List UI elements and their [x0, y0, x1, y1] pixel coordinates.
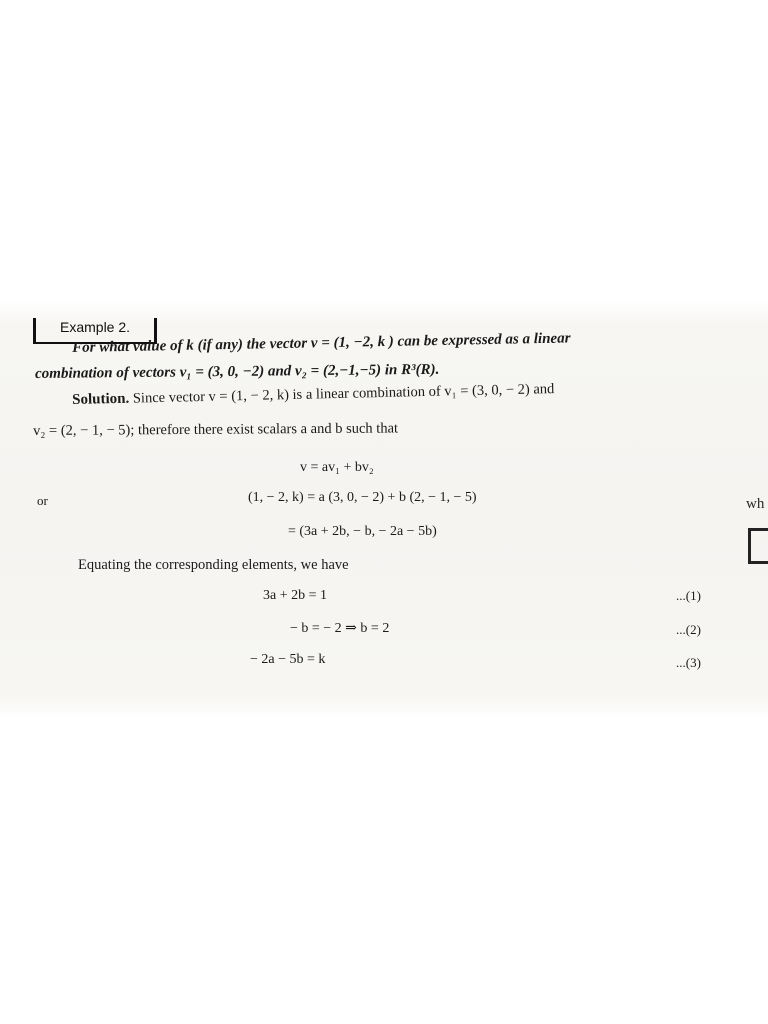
margin-text-fragment: wh: [746, 496, 765, 512]
problem-statement-line-1: For what value of k (if any) the vector v = (1, −2, k ) can be expressed as a linear: [72, 330, 571, 356]
solution-line-1-text: Since vector v = (1, − 2, k) is a linear combination of v₁ = (3, 0, − 2) and: [129, 381, 555, 407]
system-equation-3: − 2a − 5b = k: [250, 652, 326, 667]
equating-intro-text: Equating the corresponding elements, we have: [78, 557, 349, 573]
equation-number-2: ...(2): [676, 622, 701, 637]
label-or: or: [37, 493, 48, 508]
solution-line-2: v₂ = (2, − 1, − 5); therefore there exist scalars a and b such that: [33, 420, 399, 439]
equation-number-1: ...(1): [676, 588, 701, 603]
margin-box-fragment: [748, 528, 768, 564]
example-title: Example 2.: [60, 319, 131, 335]
system-equation-2: − b = − 2 ⇒ b = 2: [290, 621, 390, 636]
solution-label: Solution.: [72, 390, 130, 408]
equation-combined: = (3a + 2b, − b, − 2a − 5b): [288, 524, 437, 539]
equation-linear-combination: v = av₁ + bv₂: [300, 460, 374, 475]
problem-statement-line-2: combination of vectors v₁ = (3, 0, −2) and v₂ = (2,−1,−5) in R³(R).: [35, 361, 440, 382]
equation-expanded: (1, − 2, k) = a (3, 0, − 2) + b (2, − 1, − 5): [248, 490, 477, 505]
system-equation-1: 3a + 2b = 1: [263, 588, 328, 603]
equation-number-3: ...(3): [676, 655, 701, 670]
